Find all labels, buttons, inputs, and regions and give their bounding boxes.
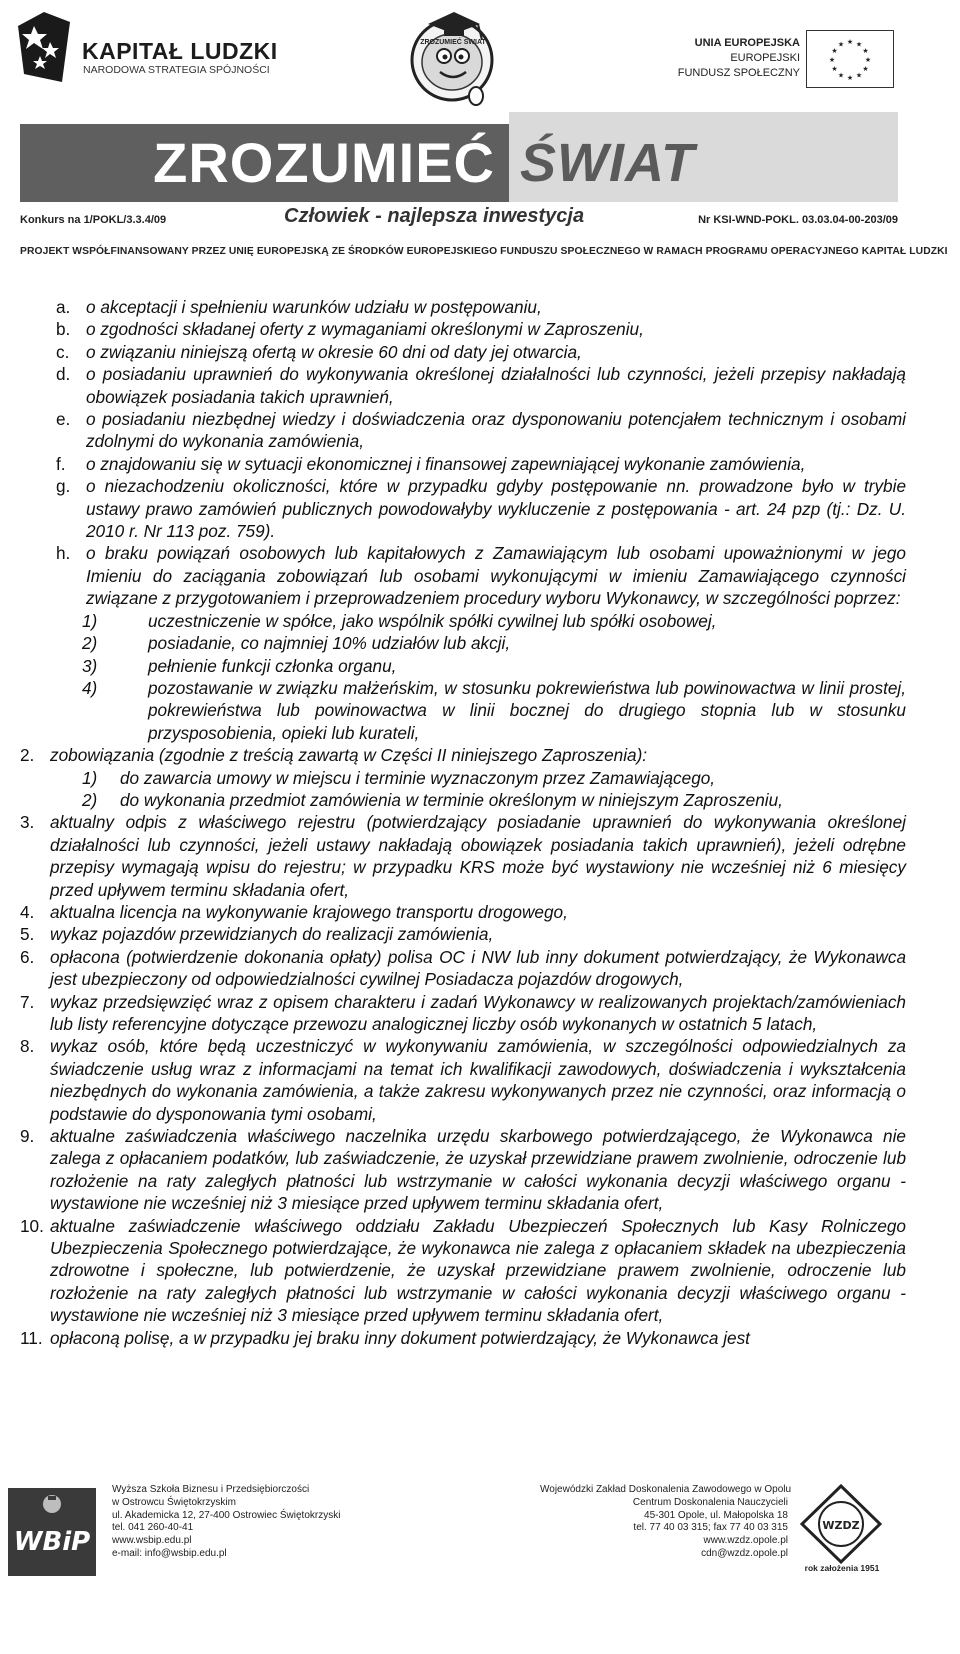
wsbip-logo-text: WBiP (13, 1527, 91, 1557)
banner-title-left: ZROZUMIEĆ (153, 131, 495, 194)
list-item (20, 408, 906, 453)
svg-text:★: ★ (862, 47, 869, 55)
sub-list-item (20, 789, 906, 811)
numbered-item (20, 1125, 906, 1215)
item-text: o zgodności składanej oferty z wymaganiami określonymi w Zaproszeniu, (86, 319, 644, 340)
eu-text-block (650, 36, 800, 81)
svg-text:★: ★ (837, 71, 845, 80)
item-text: do zawarcia umowy w miejscu i terminie wyznaczonym przez Zamawiającego, (120, 767, 716, 788)
wzdz-street: 45-301 Opole, ul. Małopolska 18 (644, 1509, 788, 1521)
item-marker: 2. (20, 745, 35, 766)
numbered-item (20, 1215, 906, 1327)
cofinancing-statement: PROJEKT WSPÓŁFINANSOWANY PRZEZ UNIĘ EUROPEJSKĄ ZE ŚRODKÓW EUROPEJSKIEGO FUNDUSZU SPOŁECZNEGO W RAMACH PROGRAMU OPERACYJNEGO KAPITAŁ LUDZKI (20, 246, 948, 257)
list-item (20, 363, 906, 408)
svg-text:★: ★ (855, 40, 863, 49)
item-marker: 3. (20, 812, 35, 833)
svg-text:★: ★ (846, 74, 854, 82)
wsbip-street: ul. Akademicka 12, 27-400 Ostrowiec Świętokrzyski (112, 1509, 341, 1521)
sub-list-item (20, 677, 906, 744)
kapital-ludzki-subtitle: NARODOWA STRATEGIA SPÓJNOŚCI (83, 64, 270, 76)
item-marker: 10. (20, 1215, 44, 1236)
numbered-item (20, 923, 906, 945)
svg-text:★: ★ (831, 65, 838, 73)
numbered-item (20, 991, 906, 1036)
item-text: o znajdowaniu się w sytuacji ekonomicznej i finansowej zapewniającej wykonanie zamówienia, (86, 453, 806, 474)
svg-text:★: ★ (837, 40, 845, 49)
project-number: Nr KSI-WND-POKL. 03.03.04-00-203/09 (698, 214, 898, 226)
item-marker: 11. (20, 1327, 43, 1348)
numbered-item (20, 1035, 906, 1125)
item-text: wykaz przedsięwzięć wraz z opisem charakteru i zadań Wykonawcy w realizowanych projektach/zamówieniach lub listy referencyjne dotyczące przewozu analogicznej liczby osób wykonanych w ostatnich 5 latach, (50, 991, 906, 1034)
wzdz-website: www.wzdz.opole.pl (703, 1535, 788, 1547)
item-marker: d. (56, 364, 71, 385)
svg-text:★: ★ (864, 56, 872, 64)
item-marker: g. (56, 476, 71, 497)
zrozumiec-swiat-logo-icon (406, 6, 500, 106)
eu-line-3: FUNDUSZ SPOŁECZNY (677, 67, 800, 79)
item-text: o niezachodzeniu okoliczności, które w przypadku gdyby postępowanie nn. prowadzone było w trybie ustawy prawo zamówień publicznych powodowałyby wykluczenie z postępowania - art. 24 pzp (tj.: Dz. U. 2010 r. Nr 113 poz. 759). (86, 476, 906, 542)
item-text: uczestniczenie w spółce, jako wspólnik spółki cywilnej lub spółki osobowej, (148, 610, 717, 631)
sub-list-item (20, 767, 906, 789)
item-text: aktualna licencja na wykonywanie krajowego transportu drogowego, (50, 901, 568, 922)
numbered-item (20, 1327, 906, 1349)
item-marker: 1) (82, 610, 98, 631)
list-item (20, 296, 906, 318)
wzdz-address (540, 1484, 792, 1561)
item-text: zobowiązania (zgodnie z treścią zawartą w Części II niniejszego Zaproszenia): (50, 745, 648, 766)
item-marker: 2) (82, 633, 98, 654)
list-item (20, 475, 906, 542)
item-marker: 5. (20, 924, 35, 945)
item-text: o związaniu niniejszą ofertą w okresie 60 dni od daty jej otwarcia, (86, 341, 582, 362)
item-marker: 8. (20, 1036, 35, 1057)
item-marker: 4) (82, 677, 98, 698)
svg-text:★: ★ (828, 56, 836, 64)
zrozumiec-swiat-logo-text: ZROZUMIEĆ ŚWIAT (420, 39, 486, 46)
item-text: wykaz osób, które będą uczestniczyć w wykonywaniu zamówienia, w szczególności odpowiedzialnych za świadczenie usług wraz z informacjami na temat ich kwalifikacji zawodowych, doświadczenia i wykształcenia niezbędnych do wykonania zamówienia, a także zakresu wykonywanych przez nie czynności, oraz informacją o podstawie do dysponowania tymi osobami, (50, 1036, 906, 1124)
item-marker: 1) (82, 767, 98, 788)
wzdz-phone: tel. 77 40 03 315; fax 77 40 03 315 (633, 1522, 788, 1534)
wsbip-logo-icon (8, 1488, 96, 1576)
item-marker: f. (56, 453, 66, 474)
item-text: o posiadaniu uprawnień do wykonywania określonej działalności lub czynności, jeżeli przepisy nakładają obowiązek posiadania takich uprawnień, (86, 364, 906, 407)
item-marker: h. (56, 543, 71, 564)
item-marker: 3) (82, 655, 98, 676)
tagline: Człowiek - najlepsza inwestycja (284, 205, 585, 227)
item-text: aktualne zaświadczenie właściwego oddziału Zakładu Ubezpieczeń Społecznych lub Kasy Rolniczego Ubezpieczenia Społecznego potwierdzające, że wykonawca nie zalega z opłacaniem składek na ubezpieczenia zdrowotne i społeczne, lub potwierdzenie, że uzyskał przewidziane prawem zwolnienie, odroczenie lub rozłożenie na raty zaległych płatności lub wstrzymanie w całości wykonania decyzji właściwego organu - wystawione nie wcześniej niż 3 miesiące przed upływem terminu składania ofert, (50, 1215, 906, 1326)
numbered-item (20, 744, 906, 766)
kapital-ludzki-logo-icon (18, 12, 70, 82)
item-marker: a. (56, 297, 71, 317)
item-marker: 4. (20, 901, 35, 922)
konkurs-number: Konkurs na 1/POKL/3.3.4/09 (20, 214, 167, 226)
list-item (20, 453, 906, 475)
svg-text:★: ★ (846, 38, 854, 46)
list-item (20, 542, 906, 609)
wsbip-website: www.wsbip.edu.pl (112, 1535, 192, 1547)
item-marker: 7. (20, 991, 35, 1012)
item-marker: e. (56, 409, 71, 430)
wzdz-logo-text: WZDZ (822, 1519, 860, 1532)
list-item (20, 341, 906, 363)
item-text: wykaz pojazdów przewidzianych do realizacji zamówienia, (50, 924, 494, 945)
item-marker: 6. (20, 946, 35, 967)
item-text: opłacona (potwierdzenie dokonania opłaty) polisa OC i NW lub inny dokument potwierdzający, że Wykonawca jest ubezpieczony od odpowiedzialności cywilnej Posiadacza pojazdów drogowych, (50, 946, 906, 990)
item-text: aktualne zaświadczenia właściwego naczelnika urzędu skarbowego potwierdzającego, że Wykonawca nie zalega z opłacaniem podatków, lub zaświadczenie, że uzyskał przewidziane prawem zwolnienie, odroczenie lub rozłożenie na raty zaległych płatności lub wstrzymanie w całości wykonania decyzji właściwego organu - wystawione nie wcześniej niż 3 miesiące przed upływem terminu składania ofert, (50, 1126, 906, 1214)
wzdz-founded-caption: rok założenia 1951 (804, 1563, 880, 1573)
item-text: do wykonania przedmiot zamówienia w terminie określonym w niniejszym Zaproszeniu, (120, 789, 783, 810)
wzdz-centre: Centrum Doskonalenia Nauczycieli (632, 1496, 788, 1508)
item-text: o posiadaniu niezbędnej wiedzy i doświadczenia oraz dysponowaniu potencjałem technicznym i osobami zdolnymi do wykonania zamówienia, (86, 409, 906, 452)
item-marker: c. (56, 341, 70, 362)
wsbip-address (112, 1484, 340, 1561)
eu-line-1: UNIA EUROPEJSKA (694, 37, 800, 49)
svg-text:★: ★ (855, 71, 863, 80)
wsbip-email: e-mail: info@wsbip.edu.pl (112, 1547, 227, 1559)
kapital-ludzki-title: KAPITAŁ LUDZKI (82, 38, 278, 64)
wzdz-email: cdn@wzdz.opole.pl (701, 1547, 788, 1559)
item-text: aktualny odpis z właściwego rejestru (potwierdzający posiadanie uprawnień do wykonywania określonej działalności lub czynności, jeżeli ustawy nakładają obowiązek posiadania takich uprawnień), jeżeli odrębne przepisy wymagają wpisu do rejestru; w przypadku KRS może być wystawiony nie wcześniej niż 6 miesięcy przed upływem terminu składania ofert, (50, 812, 906, 900)
item-marker: 2) (82, 789, 98, 810)
item-text: pozostawanie w związku małżeńskim, w stosunku pokrewieństwa lub powinowactwa w linii prostej, pokrewieństwa lub powinowactwa w linii bocznej do drugiego stopnia lub w stosunku przysposobienia, opieki lub kurateli, (148, 677, 906, 743)
svg-text:★: ★ (862, 65, 869, 73)
item-marker: b. (56, 319, 71, 340)
sub-list-item (20, 655, 906, 677)
sub-list-item (20, 610, 906, 632)
numbered-item (20, 811, 906, 901)
eu-flag-icon (806, 30, 894, 88)
eu-line-2: EUROPEJSKI (730, 52, 800, 64)
item-text: opłaconą polisę, a w przypadku jej braku inny dokument potwierdzający, że Wykonawca jest (50, 1327, 750, 1348)
item-text: o braku powiązań osobowych lub kapitałowych z Zamawiającym lub osobami upoważnionymi w jego Imieniu do zaciągania zobowiązań lub osobami wykonującymi w imieniu Zamawiającego czynności związane z przygotowaniem i przeprowadzeniem procedury wyboru Wykonawcy, w szczególności poprzez: (86, 543, 906, 609)
item-text: o akceptacji i spełnieniu warunków udziału w postępowaniu, (86, 297, 542, 317)
document-body (20, 296, 906, 1349)
wzdz-logo-icon (800, 1484, 882, 1564)
item-text: posiadanie, co najmniej 10% udziałów lub akcji, (148, 633, 511, 654)
svg-text:★: ★ (831, 47, 838, 55)
list-item (20, 318, 906, 340)
wsbip-phone: tel. 041 260-40-41 (112, 1522, 194, 1534)
item-marker: 9. (20, 1126, 35, 1147)
wzdz-name: Wojewódzki Zakład Doskonalenia Zawodowego w Opolu (540, 1484, 792, 1495)
banner-title-right: ŚWIAT (520, 133, 695, 193)
sub-list-item (20, 632, 906, 654)
wsbip-city: w Ostrowcu Świętokrzyskim (112, 1496, 236, 1508)
item-text: pełnienie funkcji członka organu, (148, 655, 397, 676)
numbered-item (20, 946, 906, 991)
numbered-item (20, 901, 906, 923)
wsbip-name: Wyższa Szkoła Biznesu i Przedsiębiorczości (112, 1484, 310, 1495)
